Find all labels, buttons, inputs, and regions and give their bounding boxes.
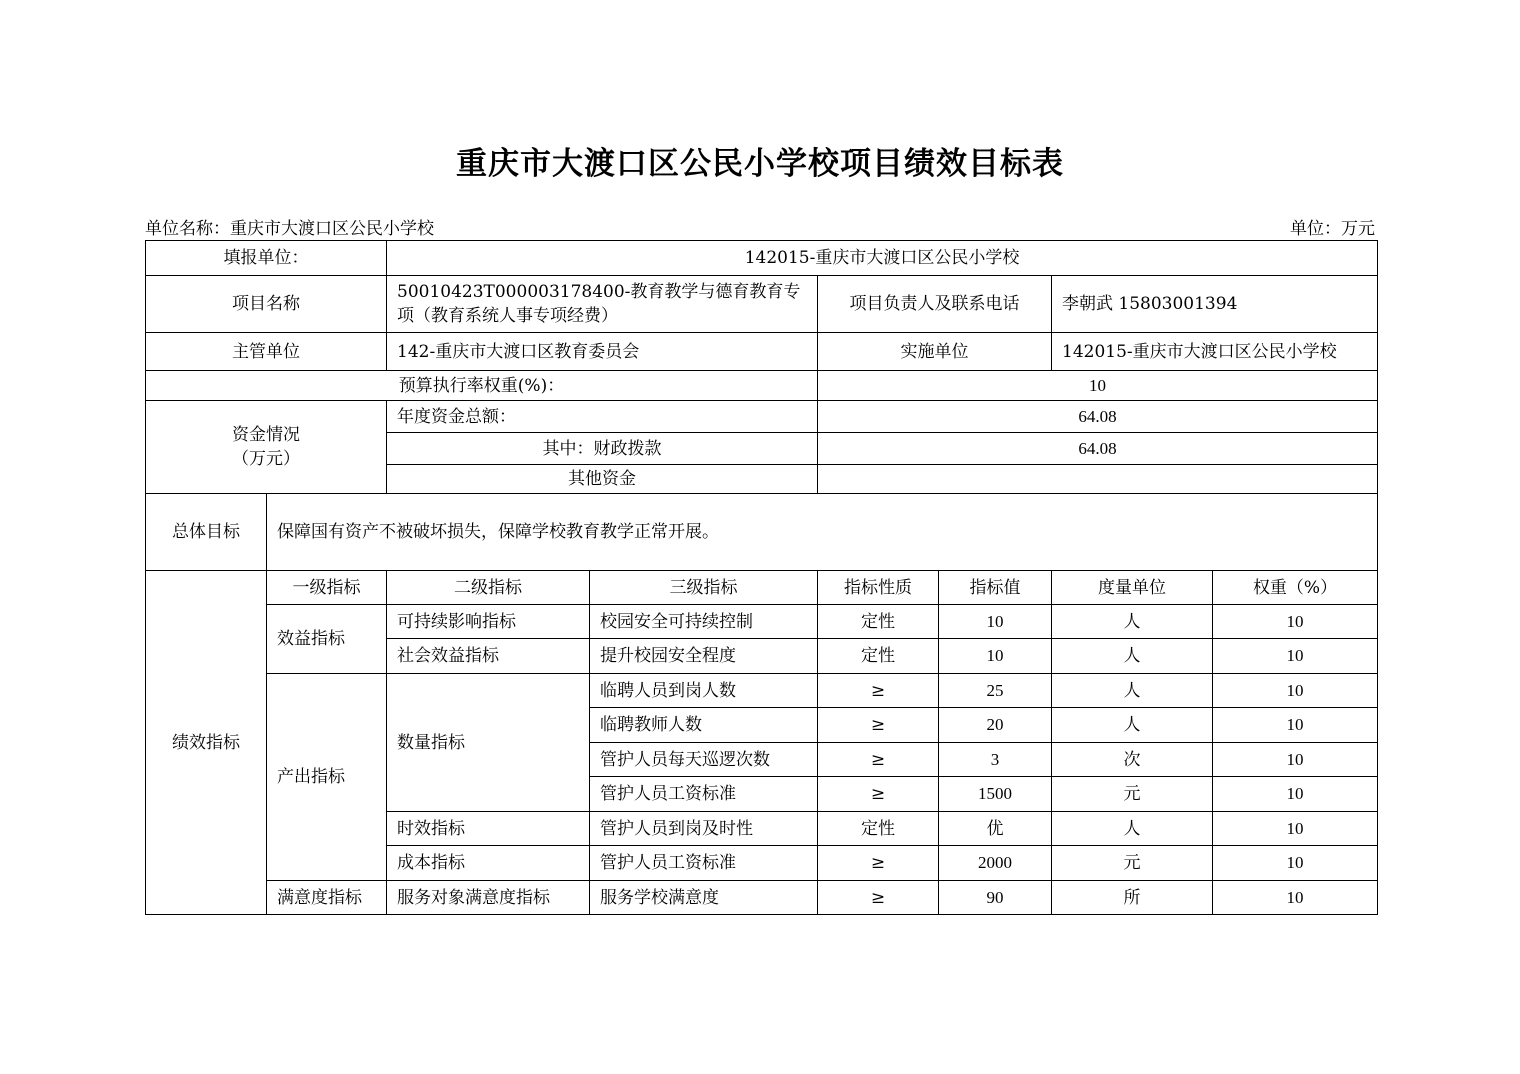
level3-cell: 校园安全可持续控制: [590, 605, 818, 639]
fiscal-label: 其中：财政拨款: [387, 433, 818, 465]
implementer-value: 142015-重庆市大渡口区公民小学校: [1052, 333, 1378, 371]
level2-cost: 成本指标: [387, 846, 590, 881]
value-cell: 2000: [939, 846, 1052, 881]
weight-cell: 10: [1213, 812, 1378, 846]
nature-cell: ≥: [818, 708, 939, 743]
unit-cell: 人: [1052, 708, 1213, 743]
table-row: [146, 674, 1378, 708]
budget-weight-value: 10: [818, 371, 1378, 401]
value-cell: 10: [939, 605, 1052, 639]
contact-value: 李朝武 15803001394: [1052, 276, 1378, 333]
value-cell: 1500: [939, 777, 1052, 812]
value-cell: 90: [939, 881, 1052, 915]
funds-label-line2: （万元）: [232, 449, 300, 469]
project-name-line1: 50010423T000003178400-教育教学与德育教育专: [397, 282, 801, 302]
table-row: [146, 881, 1378, 915]
currency-unit: 单位：万元: [1290, 219, 1375, 239]
funds-label-line1: 资金情况: [232, 425, 300, 445]
project-name-value: [387, 276, 818, 333]
project-name-line2: 项（教育系统人事专项经费）: [397, 306, 618, 326]
level3-cell: 管护人员每天巡逻次数: [590, 743, 818, 777]
header-level2: 二级指标: [387, 571, 590, 605]
page-title: 重庆市大渡口区公民小学校项目绩效目标表: [456, 146, 1064, 182]
indicator-header-row: [146, 571, 1378, 605]
unit-cell: 人: [1052, 812, 1213, 846]
nature-cell: 定性: [818, 812, 939, 846]
level3-cell: 提升校园安全程度: [590, 639, 818, 674]
nature-cell: ≥: [818, 674, 939, 708]
level3-cell: 临聘人员到岗人数: [590, 674, 818, 708]
header-nature: 指标性质: [818, 571, 939, 605]
annual-total-row: [146, 401, 1378, 433]
weight-cell: 10: [1213, 605, 1378, 639]
weight-cell: 10: [1213, 708, 1378, 743]
weight-cell: 10: [1213, 639, 1378, 674]
unit-name: 单位名称：重庆市大渡口区公民小学校: [145, 219, 434, 239]
nature-cell: ≥: [818, 743, 939, 777]
value-cell: 20: [939, 708, 1052, 743]
weight-cell: 10: [1213, 743, 1378, 777]
level3-cell: 临聘教师人数: [590, 708, 818, 743]
value-cell: 10: [939, 639, 1052, 674]
level1-benefit: 效益指标: [267, 605, 387, 674]
goal-row: [146, 494, 1378, 571]
header-unit: 度量单位: [1052, 571, 1213, 605]
budget-weight-label: 预算执行率权重(%)：: [146, 371, 818, 401]
nature-cell: 定性: [818, 605, 939, 639]
filler-value: 142015-重庆市大渡口区公民小学校: [387, 241, 1378, 276]
level2-service: 服务对象满意度指标: [387, 881, 590, 915]
annual-total-value: 64.08: [818, 401, 1378, 433]
value-cell: 3: [939, 743, 1052, 777]
goal-label: 总体目标: [146, 494, 267, 571]
funds-label: [146, 401, 387, 494]
unit-cell: 次: [1052, 743, 1213, 777]
level1-satisfaction: 满意度指标: [267, 881, 387, 915]
filler-label: 填报单位：: [146, 241, 387, 276]
level3-cell: 服务学校满意度: [590, 881, 818, 915]
nature-cell: ≥: [818, 846, 939, 881]
level3-cell: 管护人员工资标准: [590, 846, 818, 881]
perf-label: 绩效指标: [146, 571, 267, 915]
fiscal-value: 64.08: [818, 433, 1378, 465]
goal-value: 保障国有资产不被破坏损失，保障学校教育教学正常开展。: [267, 494, 1378, 571]
unit-cell: 人: [1052, 674, 1213, 708]
nature-cell: 定性: [818, 639, 939, 674]
weight-cell: 10: [1213, 777, 1378, 812]
nature-cell: ≥: [818, 881, 939, 915]
header-weight: 权重（%）: [1213, 571, 1378, 605]
level1-output: 产出指标: [267, 674, 387, 881]
unit-cell: 元: [1052, 846, 1213, 881]
value-cell: 优: [939, 812, 1052, 846]
level3-cell: 管护人员到岗及时性: [590, 812, 818, 846]
weight-cell: 10: [1213, 674, 1378, 708]
supervisor-value: 142-重庆市大渡口区教育委员会: [387, 333, 818, 371]
level2-social: 社会效益指标: [387, 639, 590, 674]
header-level3: 三级指标: [590, 571, 818, 605]
other-funds-value: [818, 465, 1378, 494]
performance-table: [145, 240, 1378, 915]
supervisor-row: [146, 333, 1378, 371]
implementer-label: 实施单位: [818, 333, 1052, 371]
filler-row: [146, 241, 1378, 276]
contact-label: 项目负责人及联系电话: [818, 276, 1052, 333]
unit-cell: 所: [1052, 881, 1213, 915]
other-funds-label: 其他资金: [387, 465, 818, 494]
weight-cell: 10: [1213, 881, 1378, 915]
supervisor-label: 主管单位: [146, 333, 387, 371]
weight-cell: 10: [1213, 846, 1378, 881]
unit-cell: 人: [1052, 639, 1213, 674]
level2-sustain: 可持续影响指标: [387, 605, 590, 639]
level3-cell: 管护人员工资标准: [590, 777, 818, 812]
project-name-label: 项目名称: [146, 276, 387, 333]
value-cell: 25: [939, 674, 1052, 708]
annual-total-label: 年度资金总额：: [387, 401, 818, 433]
unit-cell: 元: [1052, 777, 1213, 812]
level2-quantity: 数量指标: [387, 674, 590, 812]
header-value: 指标值: [939, 571, 1052, 605]
budget-weight-row: [146, 371, 1378, 401]
table-row: [146, 605, 1378, 639]
project-name-row: [146, 276, 1378, 333]
unit-cell: 人: [1052, 605, 1213, 639]
nature-cell: ≥: [818, 777, 939, 812]
header-level1: 一级指标: [267, 571, 387, 605]
level2-timeliness: 时效指标: [387, 812, 590, 846]
